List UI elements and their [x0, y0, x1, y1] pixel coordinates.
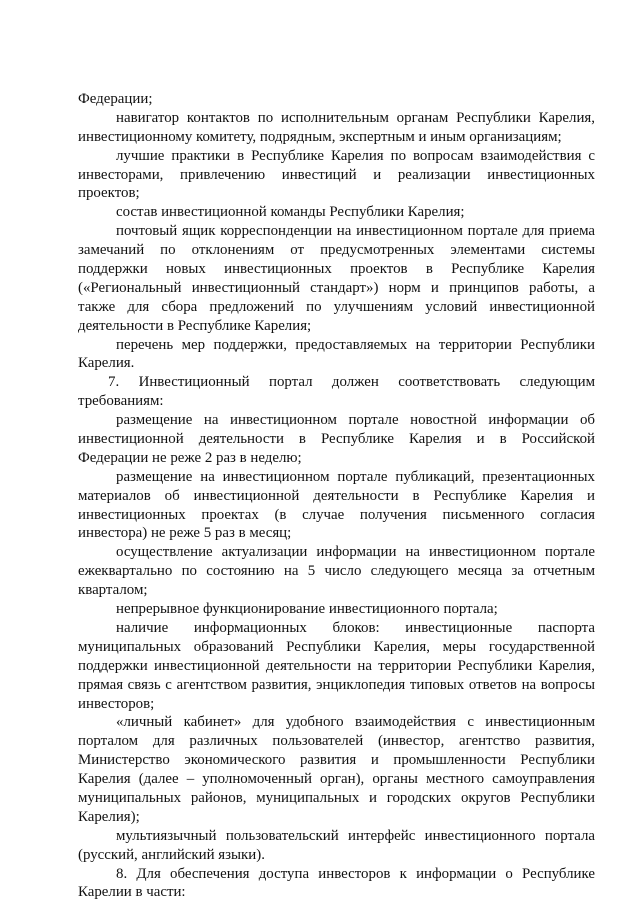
text-line: инвестиционному комитету, подрядным, экспертным и иным организациям;	[78, 128, 562, 145]
text-line: размещение на инвестиционном портале новостной информации об	[116, 412, 595, 429]
paragraph	[78, 109, 595, 147]
paragraph	[78, 865, 595, 903]
text-line: также для сбора предложений по улучшениям условий инвестиционной	[78, 298, 595, 315]
paragraph	[78, 147, 595, 204]
text-line: кварталом;	[78, 582, 148, 599]
text-line: «личный кабинет» для удобного взаимодействия с инвестиционным	[116, 714, 595, 731]
text-line: мультиязычный пользовательский интерфейс инвестиционного портала	[116, 827, 595, 844]
text-line: осуществление актуализации информации на инвестиционном портале	[116, 544, 595, 561]
text-line: навигатор контактов по исполнительным органам Республики Карелия,	[116, 109, 595, 126]
text-line: инвесторов;	[78, 695, 155, 712]
text-line: инвесторами, привлечению инвестиций и реализации инвестиционных	[78, 166, 595, 183]
text-line: прямая связь с агентством развития, энциклопедия типовых ответов на вопросы	[78, 676, 595, 693]
text-line: деятельности в Республике Карелия;	[78, 317, 312, 334]
text-line: Карелия.	[78, 355, 135, 372]
paragraph	[78, 600, 595, 619]
paragraph	[78, 543, 595, 600]
text-line: инвестиционных проектах (в случае получения письменного согласия	[78, 506, 595, 523]
text-line: размещение на инвестиционном портале публикаций, презентационных	[116, 468, 595, 485]
paragraph	[78, 827, 595, 865]
text-line: муниципальных районов, муниципальных и городских округов Республики	[78, 789, 595, 806]
text-line: Федерации не реже 2 раз в неделю;	[78, 449, 302, 466]
text-line: Карелии в части:	[78, 884, 186, 901]
paragraph	[78, 222, 595, 335]
text-line: проектов;	[78, 185, 140, 202]
text-line: поддержки инвестиционной деятельности на территории Республики Карелия,	[78, 657, 595, 674]
text-line: 7. Инвестиционный портал должен соответствовать следующим	[108, 374, 595, 391]
text-line: Карелия (далее – уполномоченный орган), органы местного самоуправления	[78, 771, 595, 788]
text-line: непрерывное функционирование инвестиционного портала;	[116, 601, 498, 618]
text-line: Федерации;	[78, 91, 153, 107]
text-line: порталом для различных пользователей (инвестор, агентство развития,	[78, 733, 595, 750]
text-line: состав инвестиционной команды Республики Карелия;	[116, 204, 465, 221]
text-line: лучшие практики в Республике Карелия по вопросам взаимодействия с	[116, 147, 595, 164]
text-line: почтовый ящик корреспонденции на инвестиционном портале для приема	[116, 223, 595, 240]
text-line: муниципальных образований Республики Карелия, меры государственной	[78, 638, 595, 655]
text-line: наличие информационных блоков: инвестиционные паспорта	[116, 619, 595, 636]
paragraph	[78, 713, 595, 826]
paragraph	[78, 468, 595, 544]
text-line: инвестиционной деятельности в Республике Карелия и в Российской	[78, 431, 595, 448]
paragraph	[78, 336, 595, 374]
text-line: материалов об инвестиционной деятельности в Республике Карелия и	[78, 487, 595, 504]
text-line: требованиям:	[78, 393, 164, 410]
text-line: (русский, английский языки).	[78, 846, 265, 863]
paragraph	[78, 619, 595, 713]
document-page	[78, 90, 595, 902]
text-line: Министерство экономического развития и промышленности Республики	[78, 752, 595, 769]
text-line: перечень мер поддержки, предоставляемых на территории Республики	[116, 336, 595, 353]
paragraph	[78, 373, 595, 411]
paragraph	[78, 203, 595, 222]
text-line: («Региональный инвестиционный стандарт») норм и принципов работы, а	[78, 279, 595, 296]
text-line: замечаний по отклонениям от предусмотренных элементами системы	[78, 242, 595, 259]
text-line: инвестора) не реже 5 раз в месяц;	[78, 525, 292, 542]
text-line: ежеквартально по состоянию на 5 число следующего месяца за отчетным	[78, 563, 595, 580]
text-line: Карелия);	[78, 808, 140, 825]
paragraph	[78, 411, 595, 468]
text-line: поддержки новых инвестиционных проектов в Республике Карелия	[78, 261, 595, 278]
paragraph	[78, 90, 595, 109]
text-line: 8. Для обеспечения доступа инвесторов к информации о Республике	[116, 865, 595, 882]
